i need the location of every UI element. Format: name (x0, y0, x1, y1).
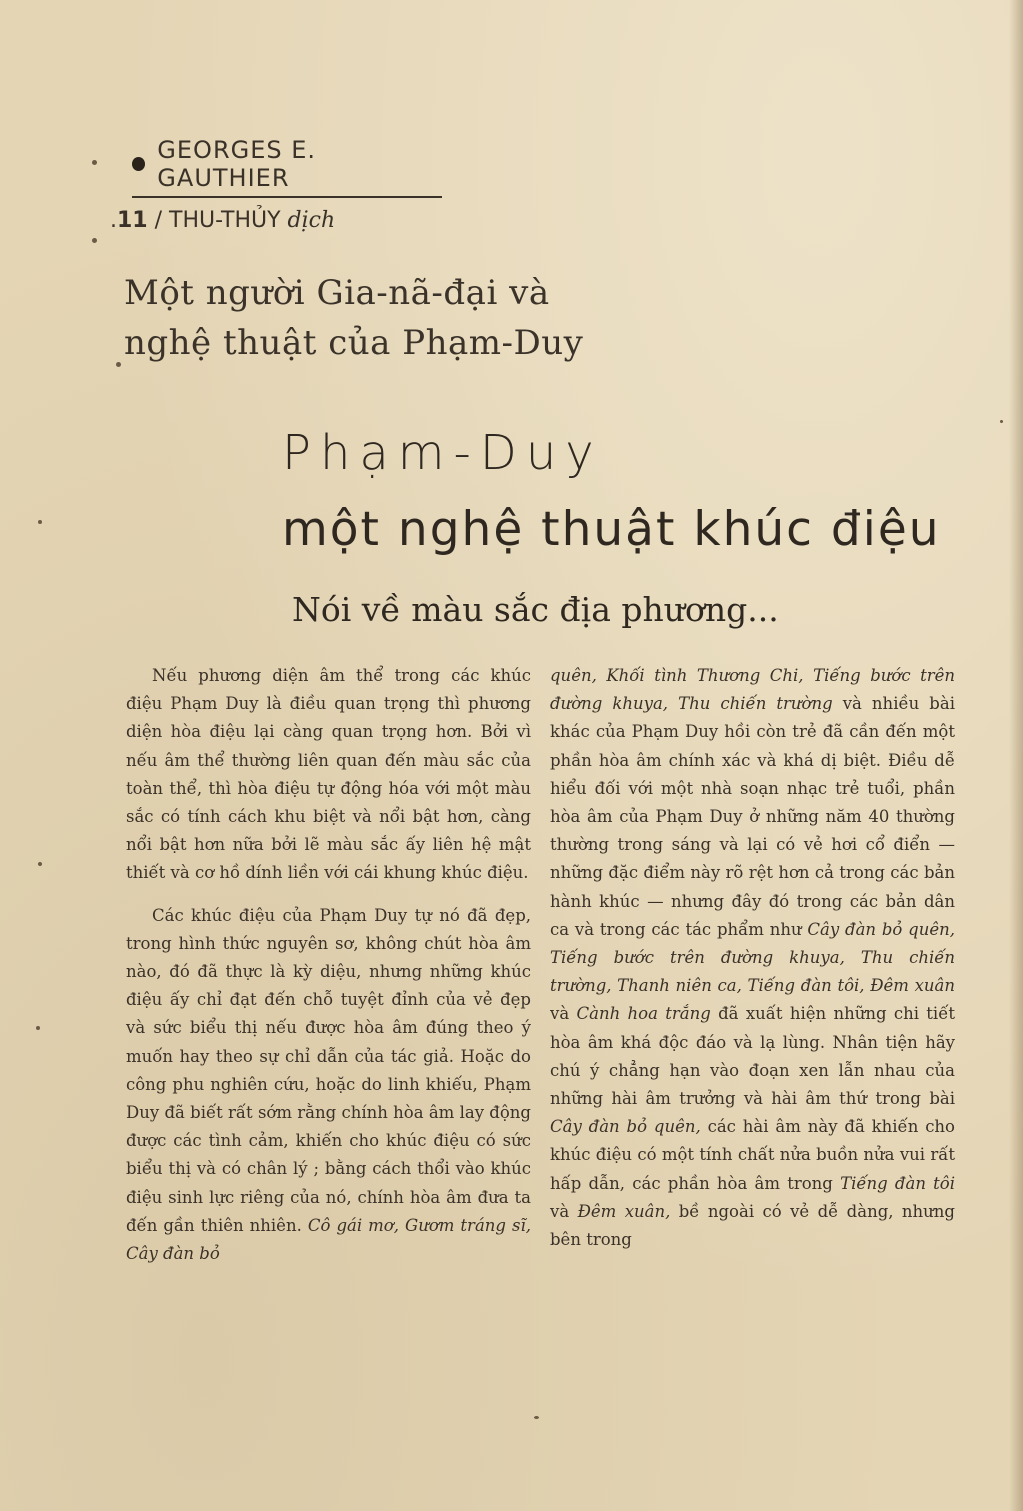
paper-speck (38, 862, 42, 866)
author-line (132, 136, 442, 198)
song-title-canh-hoa-trang: Cành hoa trắng (576, 1004, 711, 1024)
article-title-line-1: Phạm-Duy (282, 425, 603, 481)
song-list-2: Cây đàn bỏ quên, Tiếng bước trên đường khuya, Thu chiến trường, Thanh niên ca, Tiếng đàn tôi, Đêm xuân (550, 919, 955, 996)
right-column (550, 662, 955, 1268)
paper-speck (92, 160, 97, 165)
bullet-icon (132, 157, 145, 171)
song-title-dem-xuan: Đêm xuân, (577, 1201, 671, 1221)
author-name: GEORGES E. GAUTHIER (157, 136, 317, 192)
article-title-line-2: một nghệ thuật khúc điệu (282, 502, 941, 557)
right-text-4: các hài âm này đã khiến cho khúc điệu có một tính chất nửa buồn nửa vui rất hấp dẫn, các phần hòa âm trong (550, 1117, 955, 1193)
right-text-1: và nhiều bài khác của Phạm Duy hồi còn trẻ đã cần đến một phần hòa âm chính xác và khá dị biệt. Điều dễ hiểu đối với một nhà soạn nhạc trẻ tuổi, phần hòa âm của Phạm Duy ở những năm 40 thường thường trong sáng và lại có vẻ hơi cổ điển — những đặc điểm này rõ rệt hơn cả trong các bản hành khúc — nhưng đây đó trong các bản dân ca và trong các tác phẩm như (550, 694, 955, 939)
paper-speck (38, 520, 42, 524)
headline-line-2: nghệ thuật của Phạm-Duy (124, 323, 584, 363)
right-text-6: bề ngoài có vẻ dễ dàng, nhưng bên trong (550, 1201, 955, 1250)
song-list-1: quên, Khối tình Thương Chi, Tiếng bước trên đường khuya, Thu chiến trường (550, 666, 955, 714)
headline (124, 268, 583, 368)
right-text-2: và (550, 1004, 577, 1024)
song-title-tieng-dan-toi: Tiếng đàn tôi (840, 1173, 956, 1193)
byline (110, 136, 442, 233)
left-column (126, 662, 531, 1282)
right-text-5: và (550, 1201, 578, 1221)
left-paragraph-2 (126, 902, 531, 1269)
paper-speck (1000, 420, 1003, 423)
left-paragraph-1: Nếu phương diện âm thể trong các khúc điệu Phạm Duy là điều quan trọng thì phương diện hòa điệu lại càng quan trọng hơn. Bởi vì nếu âm thể thường liên quan đến màu sắc của toàn thể, thì hòa điệu tự động hóa với một màu sắc có tính cách khu biệt và nổi bật hơn, càng nổi bật hơn nữa bởi lẽ màu sắc ấy liên hệ mật thiết và cơ hồ dính liền với cái khung khúc điệu. (126, 666, 531, 883)
issue-number: 11 (117, 208, 148, 233)
section-title: Nói về màu sắc địa phương... (292, 590, 779, 629)
paper-speck (92, 238, 97, 243)
paper-speck (534, 1416, 539, 1419)
paper-speck (36, 1026, 40, 1030)
translator-line: .11 / THU-THỦY dịch (110, 208, 336, 233)
song-title-cay-dan-bo-quen: Cây đàn bỏ quên, (550, 1117, 701, 1137)
page-edge-shadow (1009, 0, 1023, 1511)
right-paragraph-1 (550, 662, 955, 1254)
right-text-3: đã xuất hiện những chi tiết hòa âm khá độc đáo và lạ lùng. Nhân tiện hãy chú ý chẳng hạn vào đoạn xen lẫn nhau của những hài âm trưởng và hài âm thứ trong bài (550, 1004, 955, 1109)
translator-name: / THU-THỦY (147, 208, 288, 233)
left-paragraph-2-titles: Cô gái mơ, Gươm tráng sĩ, Cây đàn bỏ (126, 1215, 531, 1264)
headline-line-1: Một người Gia-nã-đại và (124, 273, 550, 313)
paper-speck (116, 362, 121, 367)
translator-role: dịch (287, 208, 336, 233)
left-paragraph-2-text: Các khúc điệu của Phạm Duy tự nó đã đẹp, trong hình thức nguyên sơ, không chút hòa âm nào, đó đã thực là kỳ diệu, nhưng những khúc điệu ấy chỉ đạt đến chỗ tuyệt đỉnh của vẻ đẹp và sức biểu thị nếu được hòa âm đúng theo ý muốn hay theo sự chỉ dẫn của tác giả. Hoặc do công phu nghiên cứu, hoặc do linh khiếu, Phạm Duy đã biết rất sớm rằng chính hòa âm lay động được các tình cảm, khiến cho khúc điệu có sức biểu thị và có chân lý ; bằng cách thổi vào khúc điệu sinh lực riêng của nó, chính hòa âm đưa ta đến gần thiên nhiên. (126, 905, 531, 1235)
